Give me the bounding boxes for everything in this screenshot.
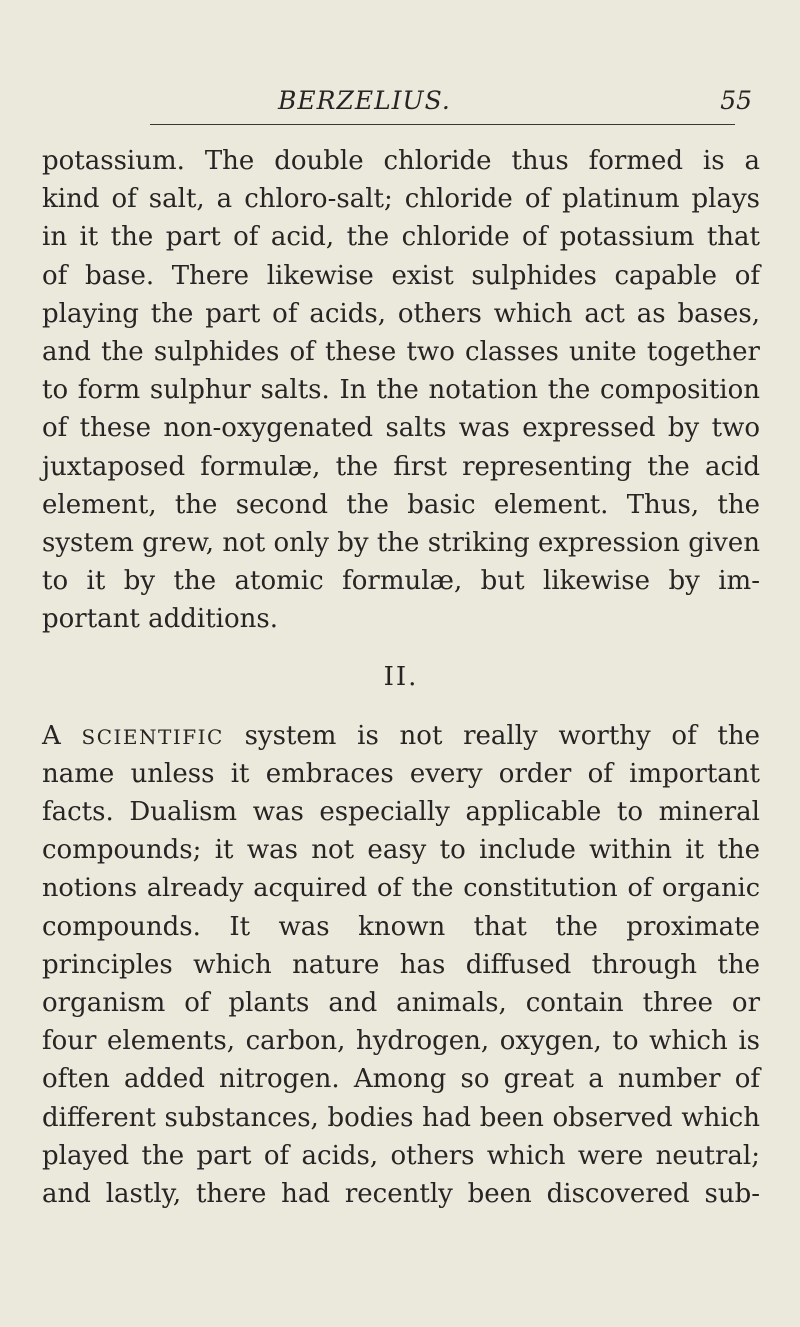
smallcaps-word: SCIENTIFIC <box>81 724 224 749</box>
text-line: four elements, carbon, hydrogen, oxygen, to which is <box>42 1026 760 1057</box>
text-line: kind of salt, a chloro-salt; chloride of platinum plays <box>42 184 760 215</box>
running-title: BERZELIUS. <box>278 86 451 115</box>
text-line: organism of plants and animals, contain three or <box>42 987 760 1018</box>
text-line: notions already acquired of the constitution of organic <box>42 873 760 904</box>
text-line: often added nitrogen. Among so great a number of <box>42 1064 760 1095</box>
text-line: of base. There likewise exist sulphides capable of <box>42 260 760 291</box>
text-line: name unless it embraces every order of important <box>42 758 760 789</box>
text-line: element, the second the basic element. Thus, the <box>42 489 760 520</box>
text-line: compounds; it was not easy to include within it the <box>42 835 760 866</box>
text-line: played the part of acids, others which were neutral; <box>42 1140 760 1171</box>
initial-word: A <box>42 720 82 751</box>
text-line: playing the part of acids, others which act as bases, <box>42 298 760 329</box>
section-heading: II. <box>383 662 419 693</box>
text-line-first <box>42 717 760 755</box>
text-line: in it the part of acid, the chloride of potassium that <box>42 222 760 253</box>
text-line: facts. Dualism was especially applicable to mineral <box>42 797 760 827</box>
paragraph-2 <box>42 717 760 1213</box>
text-line: to it by the atomic formulæ, but likewise by im- <box>42 566 760 597</box>
text-line: different substances, bodies had been observed which <box>42 1102 760 1133</box>
text-line: of these non-oxygenated salts was expressed by two <box>42 413 760 444</box>
text-line: portant additions. <box>42 604 279 635</box>
text-line: and the sulphides of these two classes unite together <box>42 336 760 367</box>
page-number: 55 <box>720 86 752 115</box>
text-line: juxtaposed formulæ, the first representing the acid <box>42 451 760 482</box>
text-line: potassium. The double chloride thus formed is a <box>42 146 760 176</box>
header-rule <box>150 124 735 125</box>
text-line: to form sulphur salts. In the notation the composition <box>42 375 760 406</box>
first-line-rest: system is not really worthy of the <box>223 720 761 751</box>
text-line: compounds. It was known that the proximate <box>42 911 760 942</box>
running-head <box>42 86 760 120</box>
body-text <box>42 142 760 1213</box>
text-line: and lastly, there had recently been discovered sub- <box>42 1178 760 1209</box>
text-line: principles which nature has diffused through the <box>42 949 760 980</box>
text-line: system grew, not only by the striking expression given <box>42 527 760 558</box>
paragraph-1 <box>42 142 760 638</box>
